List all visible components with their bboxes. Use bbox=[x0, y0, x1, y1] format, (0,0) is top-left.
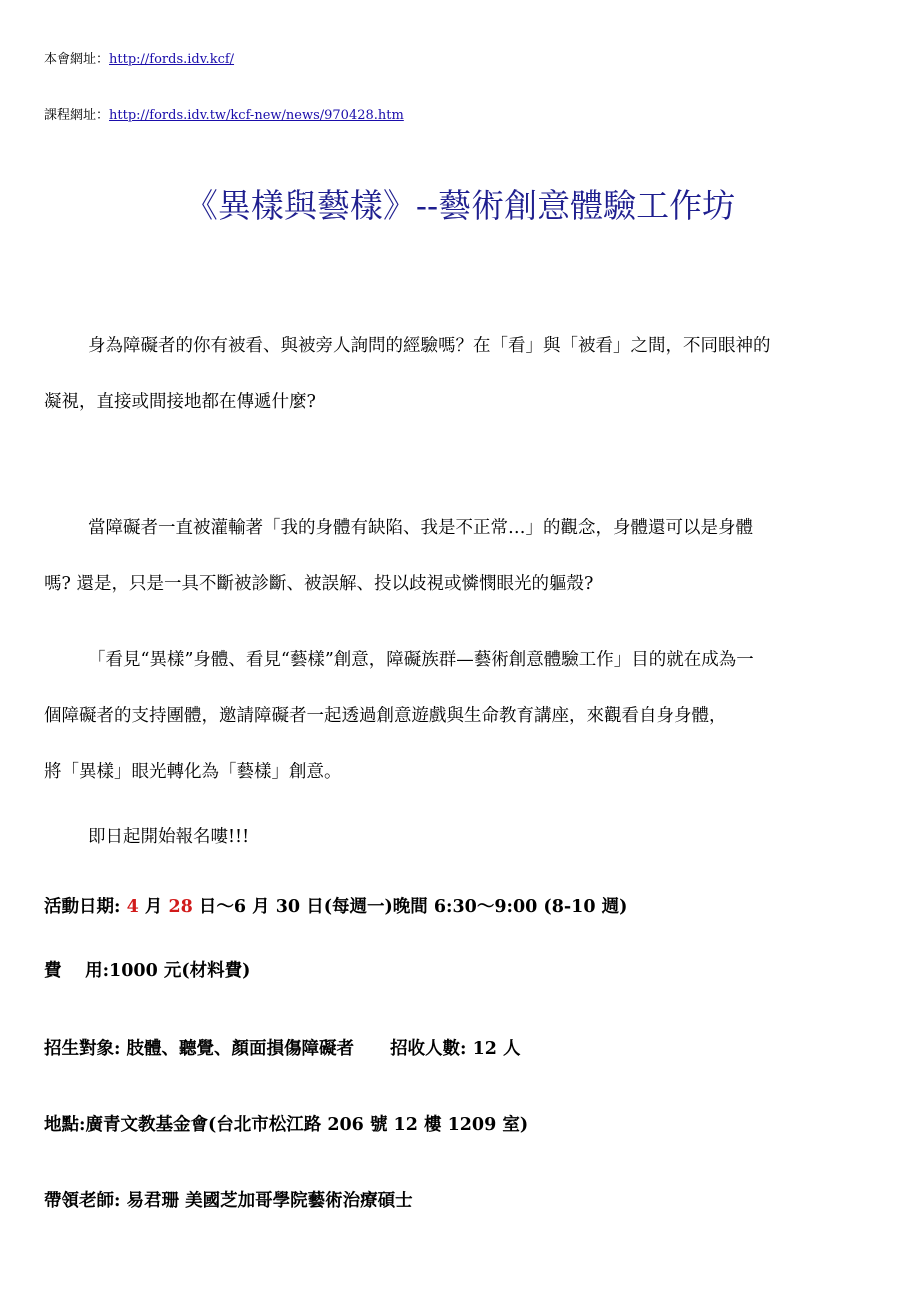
teacher-line: 帶領老師: 易君珊 美國芝加哥學院藝術治療碩士 bbox=[44, 1191, 413, 1211]
site-url-line bbox=[44, 48, 234, 67]
location-line: 地點:廣青文教基金會(台北市松江路 206 號 12 樓 1209 室) bbox=[44, 1115, 529, 1135]
paragraph-4 bbox=[44, 822, 884, 852]
quota: 招收人數: 12 人 bbox=[390, 1039, 521, 1059]
date-rest: 日～6 月 30 日(每週一)晚間 6:30～9:00 (8-10 週) bbox=[192, 897, 628, 917]
date-day: 28 bbox=[168, 897, 193, 917]
paragraph-line: 「看見“異樣”身體、看見“藝樣”創意，障礙族群—藝術創意體驗工作」目的就在成為一 bbox=[88, 650, 754, 670]
paragraph-line: 個障礙者的支持團體，邀請障礙者一起透過創意遊戲與生命教育講座，來觀看自身身體， bbox=[44, 706, 727, 726]
course-url-link[interactable]: http://fords.idv.tw/kcf-new/news/970428.htm bbox=[109, 108, 404, 123]
paragraph-line: 將「異樣」眼光轉化為「藝樣」創意。 bbox=[44, 762, 342, 782]
course-url-label: 課程網址： bbox=[44, 108, 110, 123]
paragraph-line: 當障礙者一直被灌輸著「我的身體有缺陷、我是不正常…」的觀念，身體還可以是身體 bbox=[88, 518, 753, 538]
fee-line: 費 用:1000 元(材料費) bbox=[44, 961, 251, 981]
paragraph-3 bbox=[44, 632, 884, 800]
paragraph-line: 身為障礙者的你有被看、與被旁人詢問的經驗嗎？在「看」與「被看」之間，不同眼神的 bbox=[88, 336, 771, 356]
paragraph-1 bbox=[44, 318, 884, 430]
page-title: 《異樣與藝樣》--藝術創意體驗工作坊 bbox=[184, 186, 736, 225]
target-line bbox=[44, 1035, 521, 1060]
paragraph-line: 凝視，直接或間接地都在傳遞什麼? bbox=[44, 392, 316, 412]
paragraph-2 bbox=[44, 500, 884, 612]
date-month: 4 bbox=[126, 897, 139, 917]
site-url-label: 本會網址： bbox=[44, 52, 110, 67]
date-label: 活動日期: bbox=[44, 897, 127, 917]
target-audience: 招生對象: 肢體、聽覺、顏面損傷障礙者 bbox=[44, 1039, 355, 1059]
paragraph-line: 嗎? 還是，只是一具不斷被診斷、被誤解、投以歧視或憐憫眼光的軀殼? bbox=[44, 574, 594, 594]
registration-notice: 即日起開始報名嘍!!! bbox=[88, 827, 250, 847]
date-month-unit: 月 bbox=[138, 897, 169, 917]
course-url-line bbox=[44, 104, 404, 123]
site-url-link[interactable]: http://fords.idv.kcf/ bbox=[109, 52, 235, 67]
activity-date bbox=[44, 893, 627, 918]
